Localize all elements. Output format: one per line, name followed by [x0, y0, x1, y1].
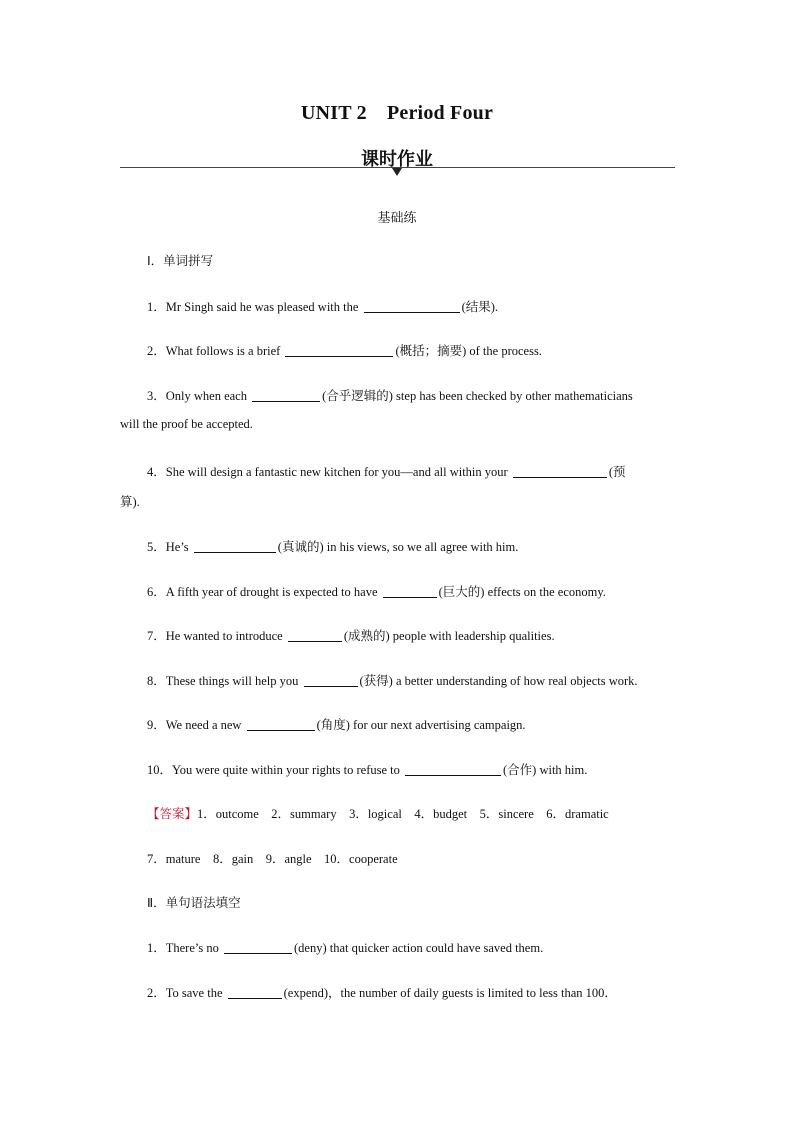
question-row [147, 582, 606, 600]
question-text: 1．Mr Singh said he was pleased with the [147, 300, 362, 314]
question-text: (成熟的) people with leadership qualities. [343, 629, 555, 643]
question-row [147, 297, 498, 315]
answer-blank [288, 628, 342, 642]
answer-blank [304, 673, 358, 687]
answer-blank [252, 388, 320, 402]
answer-blank [513, 464, 607, 478]
question-row [147, 715, 526, 733]
question-text: (结果). [461, 300, 499, 314]
question-text: (真诚的) in his views, so we all agree with him. [277, 540, 519, 554]
question-text: (预 [608, 465, 626, 479]
question-text: 8．These things will help you [147, 674, 302, 688]
question-text: 1．There’s no [147, 941, 222, 955]
page-title: UNIT 2 Period Four [300, 102, 494, 124]
divider-triangle-icon [392, 168, 402, 176]
answer-key-row [147, 849, 398, 867]
question-row [147, 626, 555, 644]
question-text: (deny) that quicker action could have saved them. [293, 941, 544, 955]
question-text: (概括；摘要) of the process. [395, 344, 542, 358]
question-text: (合作) with him. [503, 763, 588, 777]
question-row [147, 537, 518, 555]
question-continuation: 算). [120, 495, 140, 509]
question-row [147, 462, 625, 480]
question-row [147, 983, 617, 1001]
section-label: 基础练 [377, 211, 417, 226]
answer-blank [364, 299, 460, 313]
question-text: (expend)，the number of daily guests is limited to less than 100． [283, 986, 617, 1000]
question-continuation: will the proof be accepted. [120, 417, 253, 431]
answer-key-row [147, 804, 609, 822]
question-row [147, 760, 587, 778]
question-text: (巨大的) effects on the economy. [438, 585, 606, 599]
answer-blank [285, 343, 393, 357]
answer-blank [224, 940, 292, 954]
answer-text: 1．outcome 2．summary 3．logical 4．budget 5．sincere 6．dramatic [197, 807, 609, 821]
answer-blank [247, 717, 315, 731]
question-text: 6．A fifth year of drought is expected to have [147, 585, 381, 599]
answer-blank [194, 539, 276, 553]
question-text: (获得) a better understanding of how real objects work. [359, 674, 638, 688]
part2-heading: Ⅱ．单句语法填空 [147, 895, 241, 910]
question-text: 7．He wanted to introduce [147, 629, 286, 643]
answer-tag: 【答案】 [147, 807, 198, 821]
question-text: (角度) for our next advertising campaign. [316, 718, 526, 732]
answer-blank [405, 762, 501, 776]
question-text: 3．Only when each [147, 389, 251, 403]
answer-blank [228, 985, 282, 999]
question-row [147, 341, 542, 359]
part1-heading: Ⅰ．单词拼写 [147, 253, 214, 268]
question-text: 10．You were quite within your rights to refuse to [147, 763, 403, 777]
question-text: (合乎逻辑的) step has been checked by other mathematicians [322, 389, 633, 403]
answer-text: 7．mature 8．gain 9．angle 10．cooperate [147, 852, 398, 866]
question-text: 4．She will design a fantastic new kitchen for you—and all within your [147, 465, 511, 479]
answer-blank [383, 584, 437, 598]
question-row [147, 671, 638, 689]
page-subtitle: 课时作业 [361, 149, 433, 170]
question-text: 9．We need a new [147, 718, 245, 732]
question-text: 2．What follows is a brief [147, 344, 284, 358]
question-text: 5．He’s [147, 540, 192, 554]
question-text: 2．To save the [147, 986, 226, 1000]
question-row [147, 386, 633, 404]
question-row [147, 938, 543, 956]
